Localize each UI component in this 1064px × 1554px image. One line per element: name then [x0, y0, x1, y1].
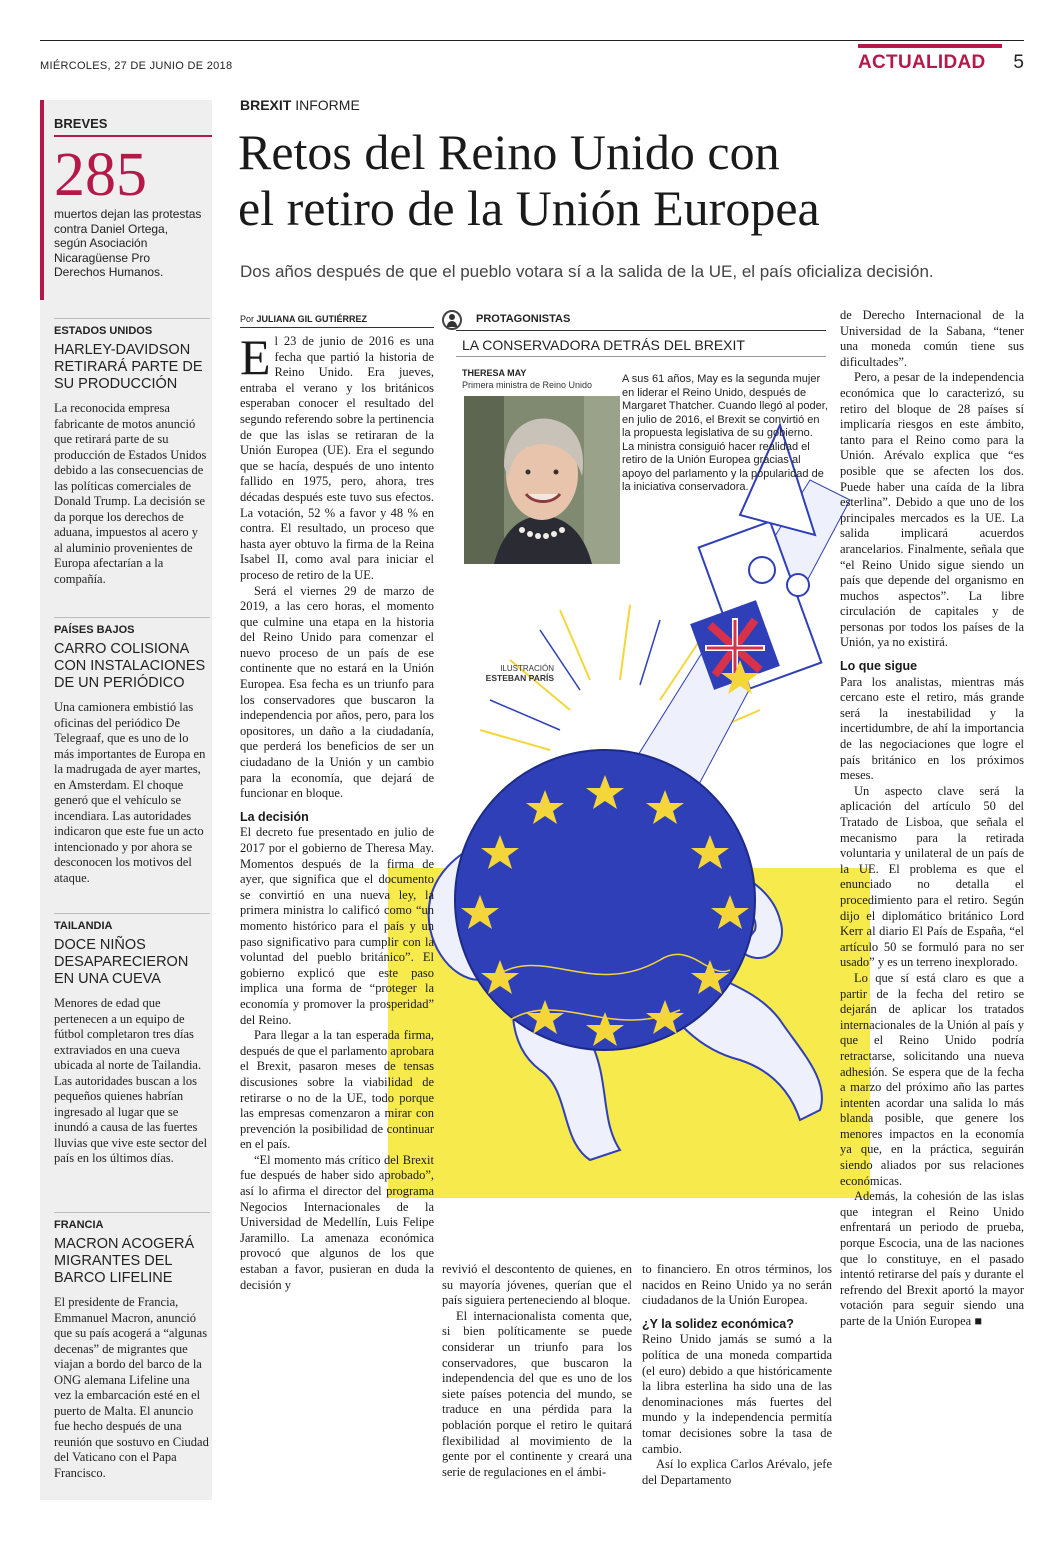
breves-label: BREVES: [54, 116, 108, 131]
subhead-solidez: ¿Y la solidez económica?: [642, 1316, 794, 1331]
big-number: 285: [54, 141, 147, 209]
article-column-4: [840, 308, 1024, 1330]
drop-cap: E: [240, 329, 271, 385]
brief-divider: [54, 1212, 210, 1213]
paragraph: Así lo explica Carlos Arévalo, jefe del Departamento: [642, 1457, 832, 1487]
protagonists-rule-2: [456, 356, 826, 357]
brief-body: La reconocida empresa fabricante de motos anunció que retirará parte de su producción de Estados Unidos debido a las consecuencias de las políticas comerciales de Donald Trump. La decisión se da porque los derechos de aduana, impuestos al acero y al aluminio provenientes de Europa afectarían a la compañía.: [54, 401, 207, 586]
paragraph: de Derecho Internacional de la Universidad de la Sabana, “tener una moneda común tiene sus dificultades”.: [840, 308, 1024, 369]
issue-date: MIÉRCOLES, 27 DE JUNIO DE 2018: [40, 60, 233, 72]
paragraph: Será el viernes 29 de marzo de 2019, a las cero horas, el momento que culmine una etapa en la historia del Reino Unido para comenzar el nuevo proceso de un país de ese continente que no estará en la Unión Europea. Esa fecha es un triunfo para los conservadores que buscaron la independencia por años, pero, para los opositores, un daño a la ciudadanía, que perderá los beneficios de ser un ciudadano de la Unión y un cambio para la economía, que dejará de funcionar en bloque.: [240, 583, 434, 801]
brief-body: Menores de edad que pertenecen a un equipo de fútbol completaron tres días extraviados en una cueva ubicada al norte de Tailandia. Las autoridades buscan a los pequeños quienes habrían ingresado al lugar que se inundó a causa de las fuertes lluvias que vive este sector del país en los últimos días.: [54, 996, 208, 1165]
portrait-photo: [464, 396, 620, 564]
brief-body: Una camionera embistió las oficinas del periódico De Telegraaf, que es uno de lo más importantes de Europa en la madrugada de ayer martes, en Amsterdam. El choque generó que el vehículo se incendiara. Las autoridades indicaron que este fue un acto intencionado y por ahora se desconocen los motivos del ataque.: [54, 700, 206, 885]
protagonist-text: A sus 61 años, May es la segunda mujer en liderar el Reino Unido, después de Margaret Thatcher. Cuando llegó al poder, en julio de 2016, el Brexit se convirtió en la propuesta legislativa de su gobierno. La ministra consiguió hacer realidad el retiro de la Unión Europea gracias al apoyo del parlamento y la popularidad de la iniciativa conservadora.: [622, 373, 828, 493]
masthead-rule: [40, 40, 1024, 41]
page-number: 5: [1013, 52, 1024, 73]
illustration-credit: [484, 664, 554, 683]
subhead-lo-que-sigue: Lo que sigue: [840, 659, 918, 674]
article-kicker: [240, 97, 360, 113]
article-column-1: [240, 329, 435, 1293]
brief-country: FRANCIA: [54, 1219, 104, 1231]
article-headline: [238, 124, 1028, 236]
person-icon: [442, 310, 462, 330]
kicker-type: INFORME: [291, 97, 360, 113]
lead-paragraph: [240, 329, 434, 584]
brief-country: PAÍSES BAJOS: [54, 624, 135, 636]
paragraph: Pero, a pesar de la independencia económica que lo caracterizó, su retiro del bloque de 28 países sí implicaría riesgos en este ámbito, tanto para el Reino como para la Unión. Arévalo explica que “es posible que se afecten los dos. Puede haber una caída de la libra esterlina”. Debido a que uno de los principales mercados es la UE. La salida implicará acuerdos arancelarios. Finalmente, señala que “el Reino Unido sigue siendo un país que depende del organismo en muchos aspectos”. La libre circulación de capitales y de personas por todos los países de la Unión, ya no existirá.: [840, 370, 1024, 650]
brief-paises-bajos: [54, 617, 210, 886]
breves-rule: [54, 135, 212, 137]
big-number-caption: muertos dejan las protestas contra Daniel Ortega, según Asociación Nicaragüense Pro Derechos Humanos.: [54, 207, 202, 279]
article-column-2: [442, 1262, 632, 1480]
briefs-accent-bar: [40, 100, 44, 300]
paragraph: Para llegar a la tan esperada firma, después de que el parlamento aprobara el Brexit, pasaron meses de tensas discusiones sobre la viabilidad de retirarse o no de la UE, todo porque las empresas comenzaron a mirar con prevención la posibilidad de continuar en el país.: [240, 1028, 435, 1152]
protagonists-title: LA CONSERVADORA DETRÁS DEL BREXIT: [462, 337, 745, 353]
brief-headline: DOCE NIÑOS DESAPARECIERON EN UNA CUEVA: [54, 937, 189, 987]
byline-prefix: Por: [240, 314, 257, 324]
brief-francia: [54, 1212, 210, 1481]
brief-body: El presidente de Francia, Emmanuel Macron, anunció que su país acogerá a “algunas decenas” de migrantes que viajan a bordo del barco de la ONG alemana Lifeline una vez la embarcación esté en el puerto de Malta. El anuncio fue hecho después de una reunión que sostuvo en Ciudad del Vaticano con el Papa Francisco.: [54, 1295, 209, 1480]
brief-tailandia: [54, 913, 210, 1167]
protagonist-role: Primera ministra de Reino Unido: [462, 380, 593, 390]
paragraph: Reino Unido jamás se sumó a la política de una moneda compartida (el euro) debido a que históricamente la libra esterlina ha sido una de las denominaciones más fuertes del mundo y la independencia permitía tomar decisiones sobre la tasa de cambio.: [642, 1332, 832, 1456]
brief-headline: HARLEY-DAVIDSON RETIRARÁ PARTE DE SU PRODUCCIÓN: [54, 342, 203, 392]
article-column-3: [642, 1262, 832, 1488]
illustration-credit-name: ESTEBAN PARÍS: [485, 673, 554, 683]
illustration-credit-label: ILUSTRACIÓN: [500, 664, 554, 673]
subhead-la-decision: La decisión: [240, 809, 309, 824]
byline: [240, 314, 434, 324]
brief-divider: [54, 617, 210, 618]
paragraph: “El momento más crítico del Brexit fue después de haber sido aprobado”, así lo afirma el director del programa Negocios Internacionales de la Universidad de Medellín, Luis Felipe Jaramillo. La amenaza económica provocó que algunos de los que estaban a favor, pusieran en duda la decisión y: [240, 1152, 434, 1292]
byline-name: JULIANA GIL GUTIÉRREZ: [256, 314, 368, 324]
brief-headline: CARRO COLISIONA CON INSTALACIONES DE UN PERIÓDICO: [54, 641, 206, 691]
paragraph: to financiero. En otros términos, los nacidos en Reino Unido ya no serán ciudadanos de la Unión Europea.: [642, 1262, 832, 1308]
lead-text: l 23 de junio de 2016 es una fecha que partió la historia de Reino Unido. Era jueves, entraba el verano y los británicos esperaban conocer el resultado del segundo referendo sobre la pertinencia de que las islas se retiraran de la Unión Europea (UE). Era el segundo que se hacía, después de uno intento fallido en 1975, pero, ahora, tres décadas después este tuvo sus efectos. La votación, 52 % a favor y 48 % en contra. El resultado, un proceso que hasta ayer obtuvo la firma de la Reina Isabel II, como aval para iniciar el proceso de retiro de la UE.: [240, 334, 434, 582]
protagonist-name: THERESA MAY: [462, 368, 527, 378]
paragraph: Un aspecto clave será la aplicación del artículo 50 del Tratado de Lisboa, que señala el mecanismo para la retirada voluntaria y unilateral de un país de la UE. El problema es que el enunciado no detalla el procedimiento para el retiro. Según dijo el diplomático británico Lord Kerr al diario El País de España, “el artículo 50 se formuló para no ser usado” y es un terreno inexplorado.: [840, 783, 1024, 970]
byline-rule: [240, 327, 434, 328]
article-deck: Dos años después de que el pueblo votara sí a la salida de la UE, el país oficializa decisión.: [240, 262, 934, 281]
brief-divider: [54, 913, 210, 914]
paragraph: Para los analistas, mientras más cercano este el retiro, más grande será la inestabilidad y la incertidumbre, de ahí la importancia de las negociaciones que logre el país británico en los próximos meses.: [840, 674, 1024, 783]
paragraph: El internacionalista comenta que, si bien políticamente se puede considerar un triunfo para los conservadores, que buscaron la independencia del que es uno de los siete países potencia del mundo, se traduce en una pérdida para la población porque el retiro le quitará flexibilidad al movimiento de la gente por el continente y creará una serie de regulaciones en el ámbi-: [442, 1308, 632, 1479]
section-bar: [858, 44, 1002, 48]
headline-line-1: Retos del Reino Unido con: [238, 124, 780, 180]
paragraph: revivió el descontento de quienes, en su mayoría jóvenes, querían que el país siguiera perteneciendo al bloque.: [442, 1262, 632, 1308]
section-name: ACTUALIDAD: [858, 52, 986, 73]
protagonists-rule: [456, 330, 826, 331]
section-header: [858, 44, 1024, 78]
headline-line-2: el retiro de la Unión Europea: [238, 180, 820, 236]
brief-country: TAILANDIA: [54, 920, 113, 932]
brief-divider: [54, 318, 210, 319]
brief-country: ESTADOS UNIDOS: [54, 325, 153, 337]
brief-headline: MACRON ACOGERÁ MIGRANTES DEL BARCO LIFELINE: [54, 1236, 195, 1286]
paragraph: Lo que sí está claro es que a partir de la fecha del retiro se dejarán de aplicar los tratados internacionales de la Unión al país y que el Reino Unido podría retractarse, solicitando una nueva adhesión. Se espera que de la fecha a marzo del próximo año las partes intenten acordar una salida lo más blanda posible, que genere los menores impactos en la economía ya que, en la práctica, seguirán siendo aliados por sus relaciones económicas.: [840, 970, 1024, 1188]
brief-estados-unidos: [54, 318, 210, 587]
paragraph: Además, la cohesión de las islas que integran el Reino Unido enfrentará un periodo de prueba, porque Escocia, una de las naciones que lo constituye, en el pasado intentó retirarse del país y durante el refrendo del Brexit aportó la mayor votación para seguir siendo una parte de la Unión Europea ■: [840, 1189, 1024, 1328]
kicker-topic: BREXIT: [240, 97, 292, 113]
paragraph: El decreto fue presentado en julio de 2017 por el gobierno de Theresa May. Momentos después de la firma de ayer, que significa que el documento se convirtió en una nueva ley, la primera ministra lo calificó como “un momento histórico para el país y un paso significativo para cumplir con la voluntad del pueblo británico”. El gobierno explicó que este paso implica una forma de “proteger la economía y promover la prosperidad” del Reino.: [240, 825, 434, 1027]
protagonists-label: PROTAGONISTAS: [476, 313, 571, 325]
